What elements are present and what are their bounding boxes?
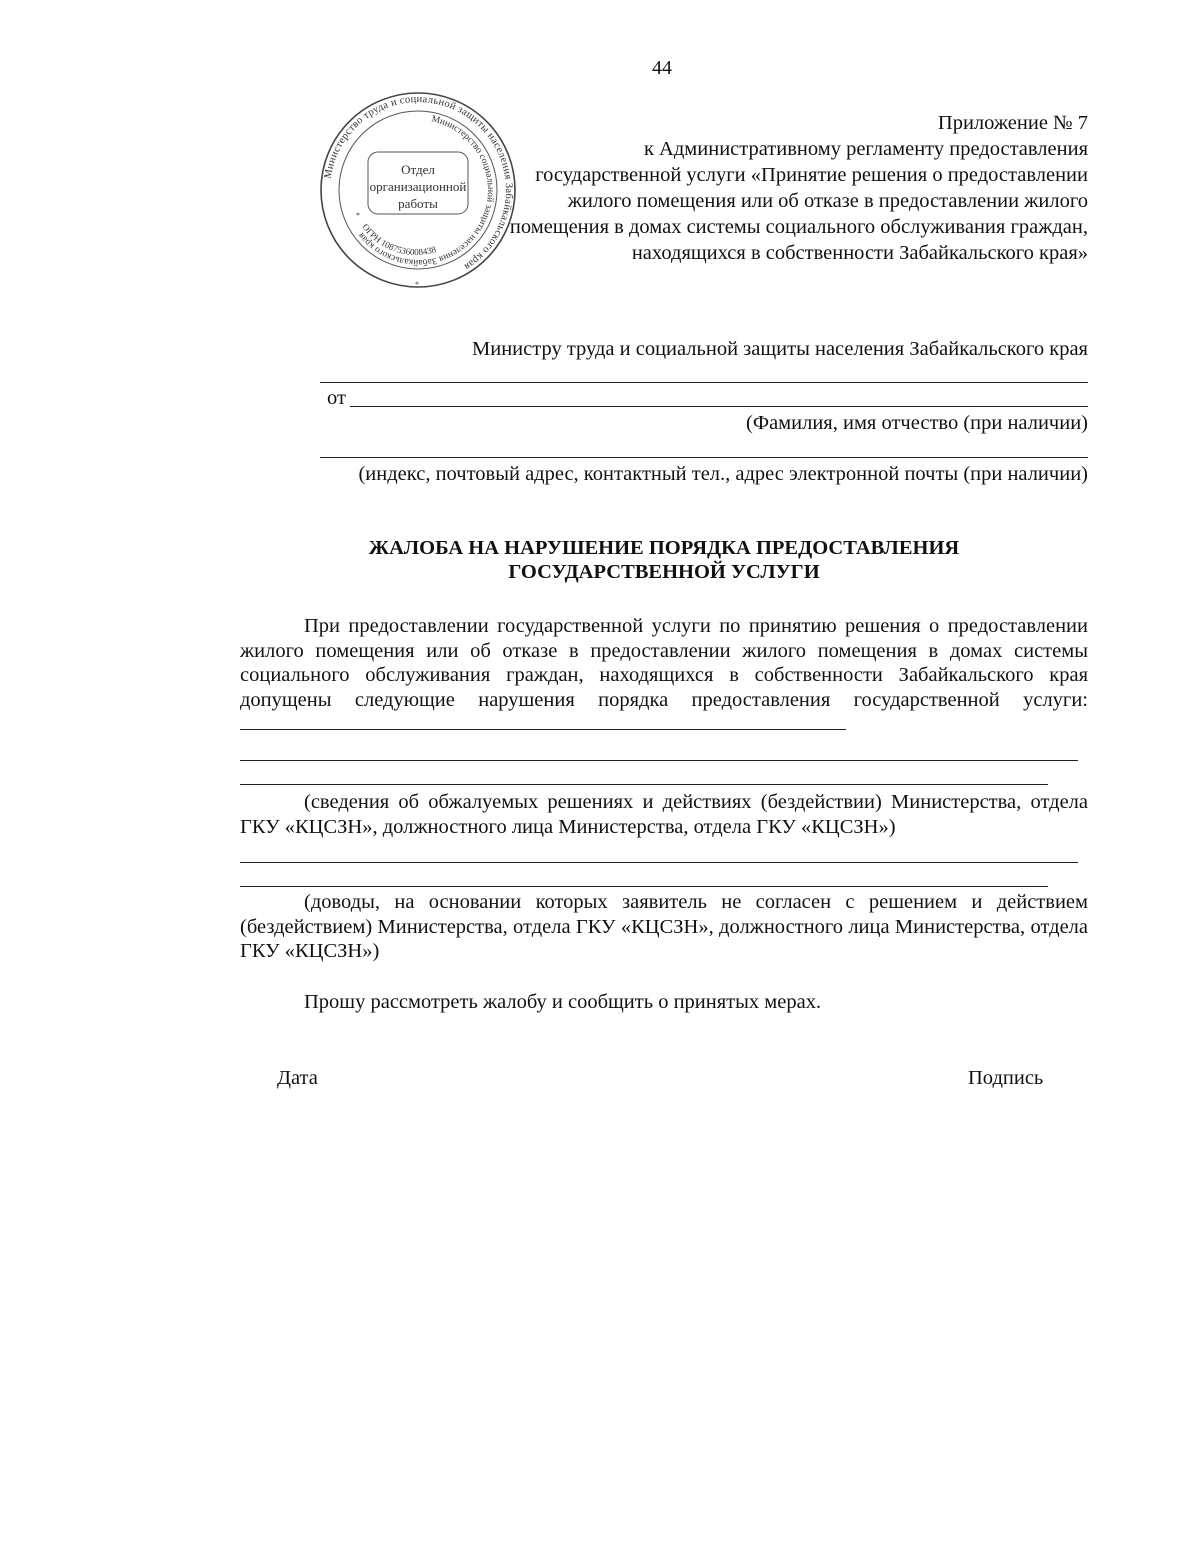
arguments-caption-text: (доводы, на основании которых заявитель не согласен с решением и действием (бездействием) Министерства, отдела ГКУ «КЦСЗН», должностного лица Министерства, отдела ГКУ «КЦСЗН») [240,891,1088,962]
arguments-blank-line [240,862,1078,863]
decisions-caption-text: (сведения об обжалуемых решениях и действиях (бездействии) Министерства, отдела ГКУ «КЦСЗН», должностного лица Министерства, отдела ГКУ «КЦСЗН») [240,791,1088,838]
annex-line: находящихся в собственности Забайкальского края» [631,242,1088,264]
document-title [240,536,1088,584]
page-number: 44 [652,57,672,79]
name-blank-line [350,406,1088,407]
signature-label: Подпись [968,1067,1044,1089]
svg-text:Министерство труда и социально: Министерство труда и социальной защиты населения Забайкальского края [322,93,515,273]
date-label: Дата [277,1067,318,1089]
svg-text:Министерство социальной защиты: Министерство социальной защиты населения Забайкальского края [356,114,496,268]
annex-header [468,110,1088,266]
addressee: Министру труда и социальной защиты населения Забайкальского края [472,338,1088,360]
title-line: ЖАЛОБА НА НАРУШЕНИЕ ПОРЯДКА ПРЕДОСТАВЛЕНИЯ [368,537,960,559]
name-caption: (Фамилия, имя отчество (при наличии) [746,412,1088,434]
svg-text:организационной: организационной [369,179,467,194]
addressee-blank-line [320,382,1088,383]
request-text: Прошу рассмотреть жалобу и сообщить о принятых мерах. [304,991,822,1013]
annex-line: государственной услуги «Принятие решения о предоставлении [535,164,1088,186]
svg-text:ОГРН 1087536008438: ОГРН 1087536008438 [360,221,438,258]
annex-line: жилого помещения или об отказе в предоставлении жилого [567,190,1088,212]
svg-text:*: * [356,211,360,220]
violations-blank-line [240,713,846,730]
contacts-caption: (индекс, почтовый адрес, контактный тел., адрес электронной почты (при наличии) [358,463,1088,485]
arguments-caption [240,890,1088,964]
annex-line: Приложение № 7 [937,112,1088,134]
decisions-caption [240,790,1088,839]
svg-text:Отдел: Отдел [401,162,435,177]
svg-text:работы: работы [398,196,438,211]
violations-blank-line-3 [240,784,1048,785]
title-line: ГОСУДАРСТВЕННОЙ УСЛУГИ [508,561,820,583]
complaint-body [240,614,1088,737]
arguments-blank-line-2 [240,886,1048,887]
annex-line: к Административному регламенту предоставления [643,138,1088,160]
from-label: от [327,387,346,409]
contacts-blank-line [320,457,1088,458]
violations-blank-line-2 [240,760,1078,761]
annex-line: помещения в домах системы социального обслуживания граждан, [509,216,1088,238]
svg-text:*: * [415,280,419,289]
complaint-text: При предоставлении государственной услуги по принятию решения о предоставлении жилого помещения или об отказе в предоставлении жилого помещения в домах системы социального обслуживания граждан, находящихся в собственности Забайкальского края допущены следующие нарушения порядка предоставления государственной услуги: [240,615,1088,711]
